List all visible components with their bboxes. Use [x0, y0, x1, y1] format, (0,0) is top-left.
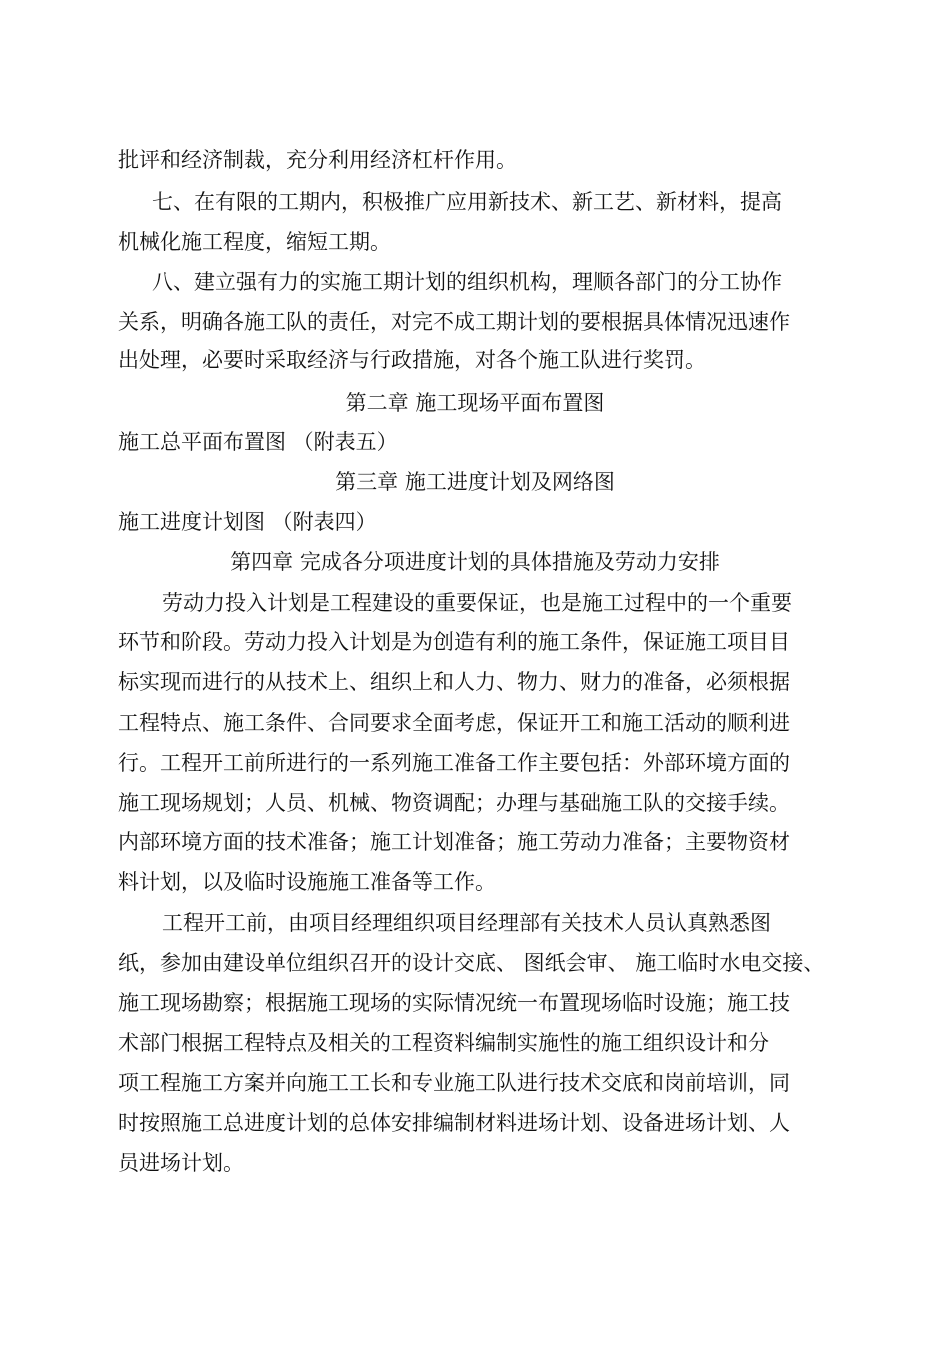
paragraph-line: 施工总平面布置图 （附表五） [118, 430, 398, 454]
paragraph-line: 工程特点、施工条件、合同要求全面考虑，保证开工和施工活动的顺利进 [118, 711, 790, 735]
paragraph-line: 标实现而进行的从技术上、组织上和人力、物力、财力的准备，必须根据 [118, 670, 790, 694]
paragraph-line: 关系，明确各施工队的责任，对完不成工期计划的要根据具体情况迅速作 [118, 310, 790, 334]
paragraph-line: 劳动力投入计划是工程建设的重要保证，也是施工过程中的一个重要 [162, 591, 792, 615]
paragraph-line: 环节和阶段。劳动力投入计划是为创造有利的施工条件，保证施工项目目 [118, 630, 790, 654]
paragraph-line: 纸，参加由建设单位组织召开的设计交底、 图纸会审、 施工临时水电交接、 [118, 951, 825, 975]
paragraph-line: 七、在有限的工期内，积极推广应用新技术、新工艺、新材料，提高 [152, 190, 782, 214]
paragraph-line: 内部环境方面的技术准备；施工计划准备；施工劳动力准备；主要物资材 [118, 830, 790, 854]
paragraph-line: 工程开工前，由项目经理组织项目经理部有关技术人员认真熟悉图 [162, 911, 771, 935]
paragraph-line: 施工进度计划图 （附表四） [118, 510, 377, 534]
paragraph-line: 时按照施工总进度计划的总体安排编制材料进场计划、设备进场计划、人 [118, 1111, 790, 1135]
paragraph-line: 术部门根据工程特点及相关的工程资料编制实施性的施工组织设计和分 [118, 1031, 769, 1055]
paragraph-line: 项工程施工方案并向施工工长和专业施工队进行技术交底和岗前培训，同 [118, 1071, 790, 1095]
paragraph-line: 员进场计划。 [118, 1151, 244, 1175]
paragraph-line: 出处理，必要时采取经济与行政措施，对各个施工队进行奖罚。 [118, 348, 706, 372]
chapter-heading: 第四章 完成各分项进度计划的具体措施及劳动力安排 [230, 550, 720, 574]
paragraph-line: 批评和经济制裁，充分利用经济杠杆作用。 [118, 148, 517, 172]
chapter-heading: 第二章 施工现场平面布置图 [345, 391, 605, 415]
paragraph-line: 机械化施工程度，缩短工期。 [118, 230, 391, 254]
paragraph-line: 施工现场规划；人员、机械、物资调配；办理与基础施工队的交接手续。 [118, 791, 790, 815]
paragraph-line: 八、建立强有力的实施工期计划的组织机构，理顺各部门的分工协作 [152, 270, 782, 294]
chapter-heading: 第三章 施工进度计划及网络图 [335, 470, 615, 494]
paragraph-line: 施工现场勘察；根据施工现场的实际情况统一布置现场临时设施；施工技 [118, 991, 790, 1015]
paragraph-line: 料计划，以及临时设施施工准备等工作。 [118, 870, 496, 894]
paragraph-line: 行。工程开工前所进行的一系列施工准备工作主要包括：外部环境方面的 [118, 751, 790, 775]
